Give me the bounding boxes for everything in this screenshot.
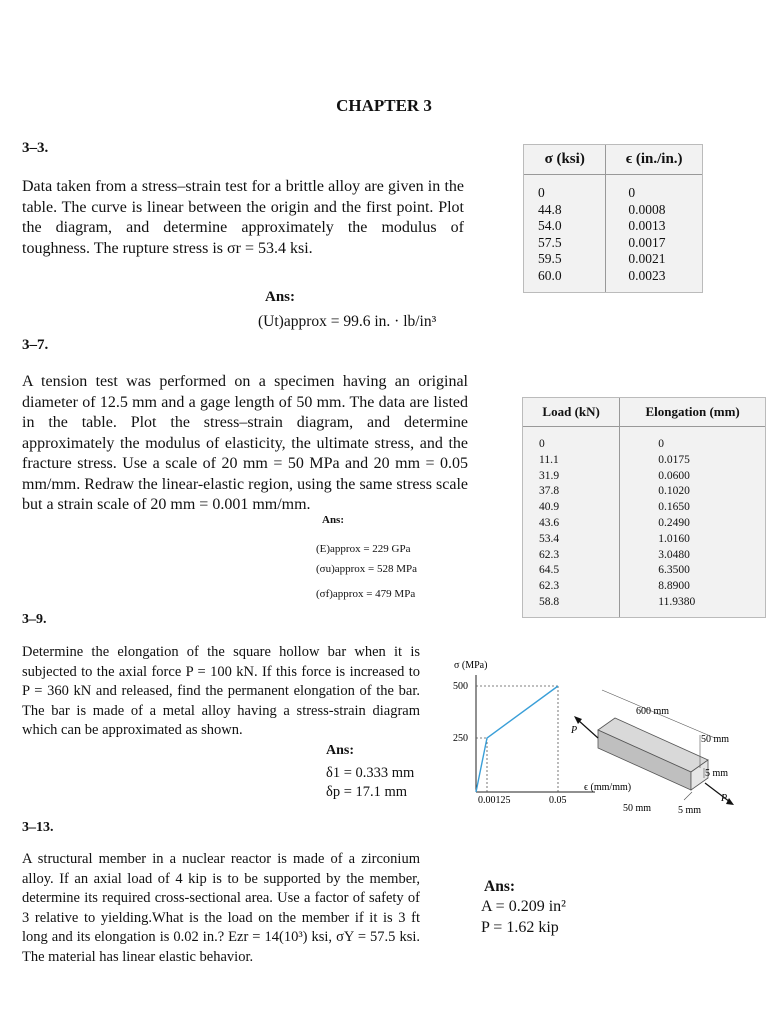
table-cell: 57.5 xyxy=(538,234,562,250)
x-tick-label: 0.05 xyxy=(549,795,567,806)
load-elongation-table xyxy=(522,397,766,618)
dimension-label: 600 mm xyxy=(636,706,670,717)
table-cell: 60.0 xyxy=(538,267,562,283)
table-cell: 0.0008 xyxy=(628,201,666,217)
answer-label: Ans: xyxy=(265,289,296,305)
table-cell: 59.5 xyxy=(538,251,562,266)
table-cell: 0.0013 xyxy=(628,218,666,233)
table-cell: 0 xyxy=(538,185,545,200)
table-cell: 3.0480 xyxy=(658,548,690,561)
answer-label: Ans: xyxy=(326,743,355,758)
dimension-label: 5 mm xyxy=(678,805,702,816)
y-tick-label: 250 xyxy=(453,733,468,744)
y-axis-label: σ (MPa) xyxy=(454,660,488,671)
arrowhead-icon xyxy=(726,798,734,805)
table-cell: 1.0160 xyxy=(658,532,690,545)
answer-line: A = 0.209 in² xyxy=(481,898,566,915)
table-cell: 0 xyxy=(628,185,636,200)
answer-line: δ1 = 0.333 mm xyxy=(326,765,415,781)
force-label: P xyxy=(571,725,578,736)
table-cell: 11.9380 xyxy=(658,595,696,608)
table-cell: 0.0017 xyxy=(628,234,666,250)
table-cell: 64.5 xyxy=(539,564,560,577)
table-cell: 62.3 xyxy=(539,580,560,593)
table-cell: 0 xyxy=(658,438,665,450)
problem-number: 3–7. xyxy=(22,337,49,353)
table-cell: 40.9 xyxy=(539,501,560,514)
dimension-label: 50 mm xyxy=(701,734,730,745)
table-cell: 0.0023 xyxy=(628,267,666,283)
table-cell: 8.8900 xyxy=(658,580,690,593)
hollow-bar xyxy=(598,718,708,790)
stress-strain-table xyxy=(523,144,703,293)
answer-label: Ans: xyxy=(322,514,345,526)
problem-text: A structural member in a nuclear reactor is made of a zirconium alloy. If an axial load of 4 kip is to be supported by the member, determine its required cross-sectional area. Use a factor of safety of 3 relative to yielding.What is the load on the member if it is 3 ft long and its elongation is 0.02 in.? Ezr = 14(10³) ksi, σY = 57.5 ksi. The material has linear elastic behavior. xyxy=(22,851,420,965)
force-arrow-left xyxy=(578,720,598,738)
force-label: P xyxy=(721,793,728,804)
table-column xyxy=(539,437,615,611)
table-cell: 0.1650 xyxy=(658,501,690,514)
problem-text: Determine the elongation of the square hollow bar when it is subjected to the axial force P = 100 kN. If this force is increased to P = 360 kN and released, find the permanent elongation of the bar. The bar is made of a metal alloy having a stress-strain diagram which can be approximated as shown. xyxy=(22,644,420,738)
table-cell: 0.2490 xyxy=(658,516,690,529)
table-column xyxy=(538,185,601,284)
table-cell: 62.3 xyxy=(539,548,560,561)
dimension-label: 5 mm xyxy=(705,768,729,779)
chapter-title: CHAPTER 3 xyxy=(336,96,432,115)
x-tick-label: 0.00125 xyxy=(478,795,511,806)
table-cell: 0.1020 xyxy=(658,485,690,498)
answer-line: (Ut)approx = 99.6 in. · lb/in³ xyxy=(258,313,437,330)
problem-text: A tension test was performed on a specimen having an original diameter of 12.5 mm and a gage length of 50 mm. The data are listed in the table. Plot the stress–strain diagram, and determine approximately the modulus of elasticity, the ultimate stress, and the fracture stress. Use a scale of 20 mm = 50 MPa and 20 mm = 0.05 mm/mm. Redraw the linear-elastic region, using the same stress scale but a strain scale of 20 mm = 0.001 mm/mm. xyxy=(22,373,468,513)
table-cell: 0 xyxy=(539,438,545,450)
table-column xyxy=(658,437,761,611)
x-axis-label: ϵ (mm/mm) xyxy=(584,782,632,793)
table-cell: 31.9 xyxy=(539,469,560,482)
answer-line: (E)approx = 229 GPa xyxy=(316,543,411,555)
answer-line: δp = 17.1 mm xyxy=(326,784,408,800)
table-header: σ (ksi) xyxy=(524,145,606,175)
dimension-label: 50 mm xyxy=(623,803,652,814)
table-cell: 0.0021 xyxy=(628,251,666,266)
problem-text: Data taken from a stress–strain test for a brittle alloy are given in the table. The curve is linear between the origin and the first point. Plot the diagram, and determine approximately the modulus of toughness. The rupture stress is σr = 53.4 ksi. xyxy=(22,178,464,257)
table-cell: 11.1 xyxy=(539,453,559,466)
problem-number: 3–13. xyxy=(22,820,54,835)
table-cell: 58.8 xyxy=(539,595,560,608)
table-cell: 54.0 xyxy=(538,218,562,233)
problem-number: 3–3. xyxy=(22,140,49,156)
table-header: Load (kN) xyxy=(523,398,620,427)
table-cell: 44.8 xyxy=(538,201,562,217)
y-tick-label: 500 xyxy=(453,681,468,692)
stress-strain-figure xyxy=(440,650,768,825)
stress-strain-curve xyxy=(476,686,558,792)
dimension-line xyxy=(684,792,692,800)
table-cell: 37.8 xyxy=(539,485,560,498)
problem-number: 3–9. xyxy=(22,612,47,627)
answer-line: P = 1.62 kip xyxy=(481,919,559,936)
table-cell: 0.0175 xyxy=(658,453,690,466)
answer-line: (σf)approx = 479 MPa xyxy=(316,588,416,600)
table-cell: 6.3500 xyxy=(658,564,690,577)
table-cell: 43.6 xyxy=(539,516,560,529)
table-cell: 0.0600 xyxy=(658,469,690,482)
table-cell: 53.4 xyxy=(539,532,560,545)
table-header: ϵ (in./in.) xyxy=(606,145,702,175)
table-header: Elongation (mm) xyxy=(620,398,765,427)
answer-line: (σu)approx = 528 MPa xyxy=(316,563,418,575)
answer-label: Ans: xyxy=(484,878,516,895)
table-column xyxy=(628,185,698,284)
